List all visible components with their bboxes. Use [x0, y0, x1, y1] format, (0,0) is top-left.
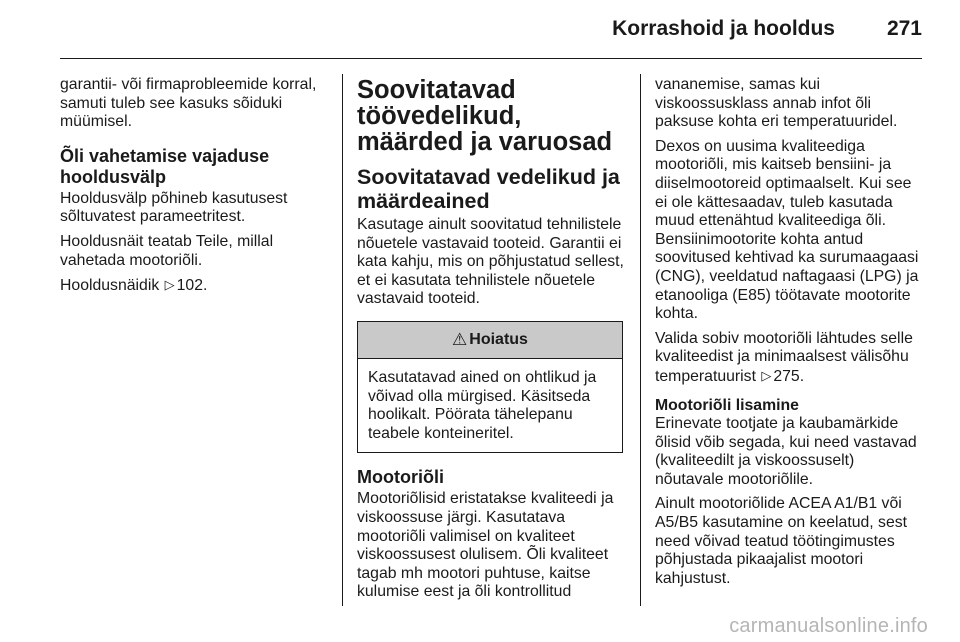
column-right: [655, 76, 925, 594]
subsection-heading: Mootoriõli lisamine: [655, 396, 799, 414]
paragraph: Dexos on uusima kvaliteediga mootoriõli, mis kaitseb bensiini- ja diiselmootoreid optimaalselt. Kui see ei ole kättesaadav, tuleb kasutada muud ettenähtud kvaliteediga õli. Bensiinimootorite kohta antud soovitused kehtivad ka surumaagaasi (CNG), veeldatud naftagaasi (LPG) ja etanooliga (E85) töötavate mootorite kohta.: [655, 137, 919, 323]
page-header: [0, 0, 960, 60]
column-divider: [342, 74, 343, 606]
watermark: carmanualsonline.info: [729, 615, 928, 637]
paragraph: vananemise, samas kui viskoossusklass annab infot õli paksuse kohta eri temperatuuridel.: [655, 76, 898, 131]
paragraph: Hooldusvälp põhineb kasutusest sõltuvatest parameetritest.: [60, 189, 288, 226]
header-divider: [60, 58, 922, 59]
paragraph: Ainult mootoriõlide ACEA A1/B1 või A5/B5 kasutamine on keelatud, sest need võivad teatud töötingimustes põhjustada pikaajalist mootori kahjustust.: [655, 495, 908, 587]
cross-reference: [60, 276, 328, 296]
page-reference-icon: ▷: [761, 367, 772, 383]
warning-box: [357, 321, 623, 453]
subsection-heading: Mootoriõli: [357, 467, 444, 488]
paragraph: Erinevate tootjate ja kaubamärkide õlisid võib segada, kui need vastavad (kvaliteedilt ja viskoossuselt) nõutavale mootoriõlile.: [655, 415, 917, 488]
paragraph: Kasutage ainult soovitatud tehnilistele nõuetele vastavaid tooteid. Garantii ei kata kahju, mis on põhjustatud sellest, et ei kasutata tehnilistele nõuetele vastavaid tooteid.: [357, 216, 624, 308]
warning-triangle-icon: ⚠: [452, 329, 468, 349]
column-middle: [357, 76, 625, 608]
intro-paragraph: garantii- või firmaprobleemide korral, samuti tuleb see kasuks sõiduki müümisel.: [60, 76, 317, 131]
chapter-title: Korrashoid ja hooldus: [612, 17, 835, 40]
cross-reference: [655, 330, 925, 387]
warning-header: [358, 322, 622, 359]
chapter-heading: Soovitatavad töövedelikud, määrded ja varuosad: [357, 76, 613, 156]
column-divider: [640, 74, 641, 606]
section-heading: Õli vahetamise vajaduse hooldusvälp: [60, 145, 270, 187]
reference-text: Valida sobiv mootoriõli lähtudes selle kvaliteedist ja minimaalsest välisõhu temperatuurist: [655, 329, 913, 385]
reference-page[interactable]: 102.: [176, 277, 208, 295]
page-number: 271: [886, 17, 922, 40]
warning-title: Hoiatus: [469, 330, 528, 348]
reference-text: Hooldusnäidik: [60, 277, 160, 295]
page-reference-icon: ▷: [164, 277, 175, 293]
section-heading: Soovitatavad vedelikud ja määrdeained: [357, 165, 620, 213]
column-left: [60, 76, 328, 302]
paragraph: Hooldusnäit teatab Teile, millal vahetada mootoriõli.: [60, 232, 274, 269]
reference-page[interactable]: 275.: [773, 367, 805, 385]
paragraph: Mootoriõlisid eristatakse kvaliteedi ja viskoossuse järgi. Kasutatava mootoriõli valimisel on kvaliteet viskoossusest olulisem. Õli kvaliteet tagab mh mootori puhtuse, kaitse kulumise eest ja õli kontrollitud: [357, 490, 614, 601]
warning-text: Kasutatavad ained on ohtlikud ja võivad olla mürgised. Käsitseda hoolikalt. Pöörata tähelepanu teabele konteineritel.: [368, 368, 597, 442]
